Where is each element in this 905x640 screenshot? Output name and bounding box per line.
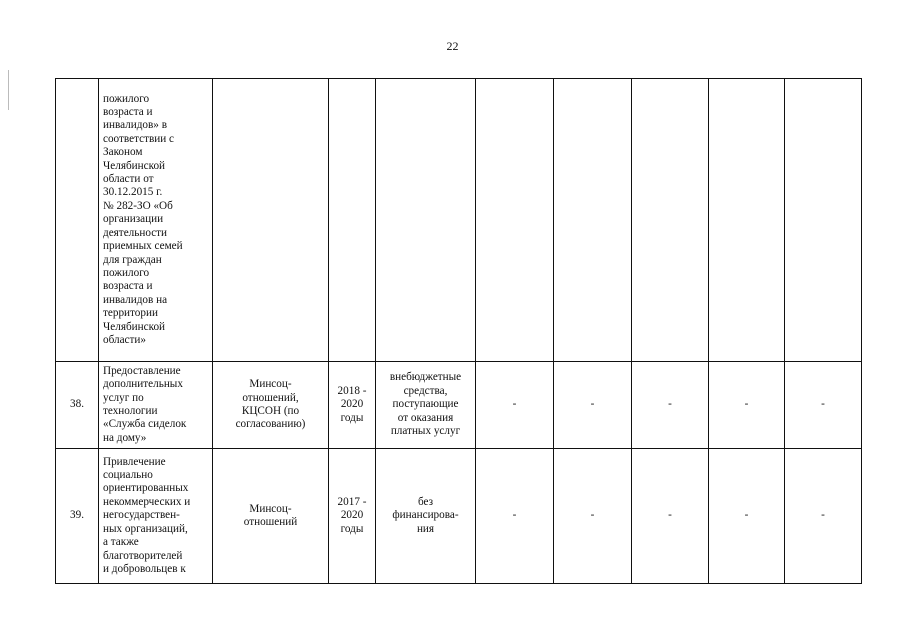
description-line: Привлечение	[103, 455, 166, 468]
row-number-cell: 39.	[56, 449, 99, 584]
period-line: 2017 -	[337, 495, 367, 508]
value-cell: -	[554, 362, 632, 449]
executor-line: согласованию)	[235, 418, 306, 431]
description-line: технологии	[103, 405, 158, 417]
value-cell: -	[554, 449, 632, 584]
value-cell	[785, 79, 862, 362]
executor-cell	[213, 449, 329, 584]
value-cell: -	[632, 449, 709, 584]
funding-line: от оказания	[397, 411, 454, 424]
description-line: услуг по	[103, 391, 144, 404]
description-cell	[99, 362, 213, 449]
funding-line: без	[417, 495, 434, 508]
executor-line: КЦСОН (по	[241, 405, 300, 417]
row-number-cell	[56, 79, 99, 362]
description-line: ных организаций,	[103, 522, 188, 535]
left-margin-mark	[8, 70, 9, 110]
description-line: некоммерческих и	[103, 495, 191, 508]
period-line: 2018 -	[337, 384, 367, 397]
description-line: и добровольцев к	[103, 562, 186, 575]
funding-cell	[376, 362, 476, 449]
funding-line: платных услуг	[390, 425, 461, 438]
description-line: возраста и	[103, 280, 153, 293]
description-cell	[99, 79, 213, 362]
funding-line: поступающие	[392, 398, 459, 411]
value-cell	[709, 79, 785, 362]
row-number-cell: 38.	[56, 362, 99, 449]
description-line: негосударствен-	[103, 509, 180, 522]
period-cell	[329, 362, 376, 449]
funding-line: ния	[416, 522, 435, 535]
value-cell: -	[785, 449, 862, 584]
executor-line: отношений,	[242, 391, 299, 404]
description-line: Законом	[103, 146, 143, 159]
value-cell: -	[476, 449, 554, 584]
description-line: возраста и	[103, 106, 153, 119]
description-line: № 282-ЗО «Об	[103, 199, 173, 212]
funding-line: средства,	[403, 384, 448, 397]
description-line: пожилого	[103, 266, 150, 279]
value-cell: -	[476, 362, 554, 449]
description-line: территории	[103, 307, 158, 320]
description-line: Челябинской	[103, 159, 166, 172]
period-cell	[329, 79, 376, 362]
description-line: инвалидов» в	[103, 119, 167, 132]
description-line: социально	[103, 469, 153, 482]
value-cell: -	[709, 449, 785, 584]
description-line: Челябинской	[103, 320, 166, 333]
funding-cell	[376, 79, 476, 362]
description-line: а также	[103, 536, 139, 549]
executor-line: Минсоц-	[249, 378, 292, 391]
table-row-continuation	[56, 79, 862, 362]
funding-cell	[376, 449, 476, 584]
funding-line: финансирова-	[392, 509, 459, 522]
description-line: 30.12.2015 г.	[103, 186, 163, 199]
period-line: годы	[340, 411, 364, 424]
description-line: организации	[103, 213, 164, 226]
value-cell	[632, 79, 709, 362]
description-line: для граждан	[103, 253, 162, 266]
period-line: 2020	[340, 509, 364, 522]
funding-line: внебюджетные	[389, 371, 462, 384]
value-cell: -	[632, 362, 709, 449]
executor-cell	[213, 79, 329, 362]
description-line: соответствии с	[103, 132, 174, 145]
measures-table	[55, 78, 862, 584]
description-line: приемных семей	[103, 240, 183, 253]
description-line: Предоставление	[103, 364, 181, 377]
description-line: ориентированных	[103, 482, 189, 495]
value-cell: -	[785, 362, 862, 449]
period-line: годы	[340, 522, 364, 535]
description-line: благотворителей	[103, 549, 183, 562]
description-line: области»	[103, 333, 146, 346]
period-cell	[329, 449, 376, 584]
value-cell	[554, 79, 632, 362]
description-cell	[99, 449, 213, 584]
description-line: дополнительных	[103, 378, 183, 391]
description-line: области от	[103, 173, 154, 186]
table-row-39	[56, 449, 862, 584]
description-line: деятельности	[103, 226, 168, 239]
value-cell: -	[709, 362, 785, 449]
description-line: инвалидов на	[103, 293, 168, 306]
executor-line: отношений	[243, 516, 298, 528]
table-row-38	[56, 362, 862, 449]
page-number: 22	[446, 39, 459, 53]
description-line: на дому»	[103, 431, 147, 444]
executor-line: Минсоц-	[249, 502, 292, 515]
period-line: 2020	[340, 398, 364, 411]
description-line: «Служба сиделок	[103, 418, 187, 431]
executor-cell	[213, 362, 329, 449]
value-cell	[476, 79, 554, 362]
description-line: пожилого	[103, 92, 150, 105]
